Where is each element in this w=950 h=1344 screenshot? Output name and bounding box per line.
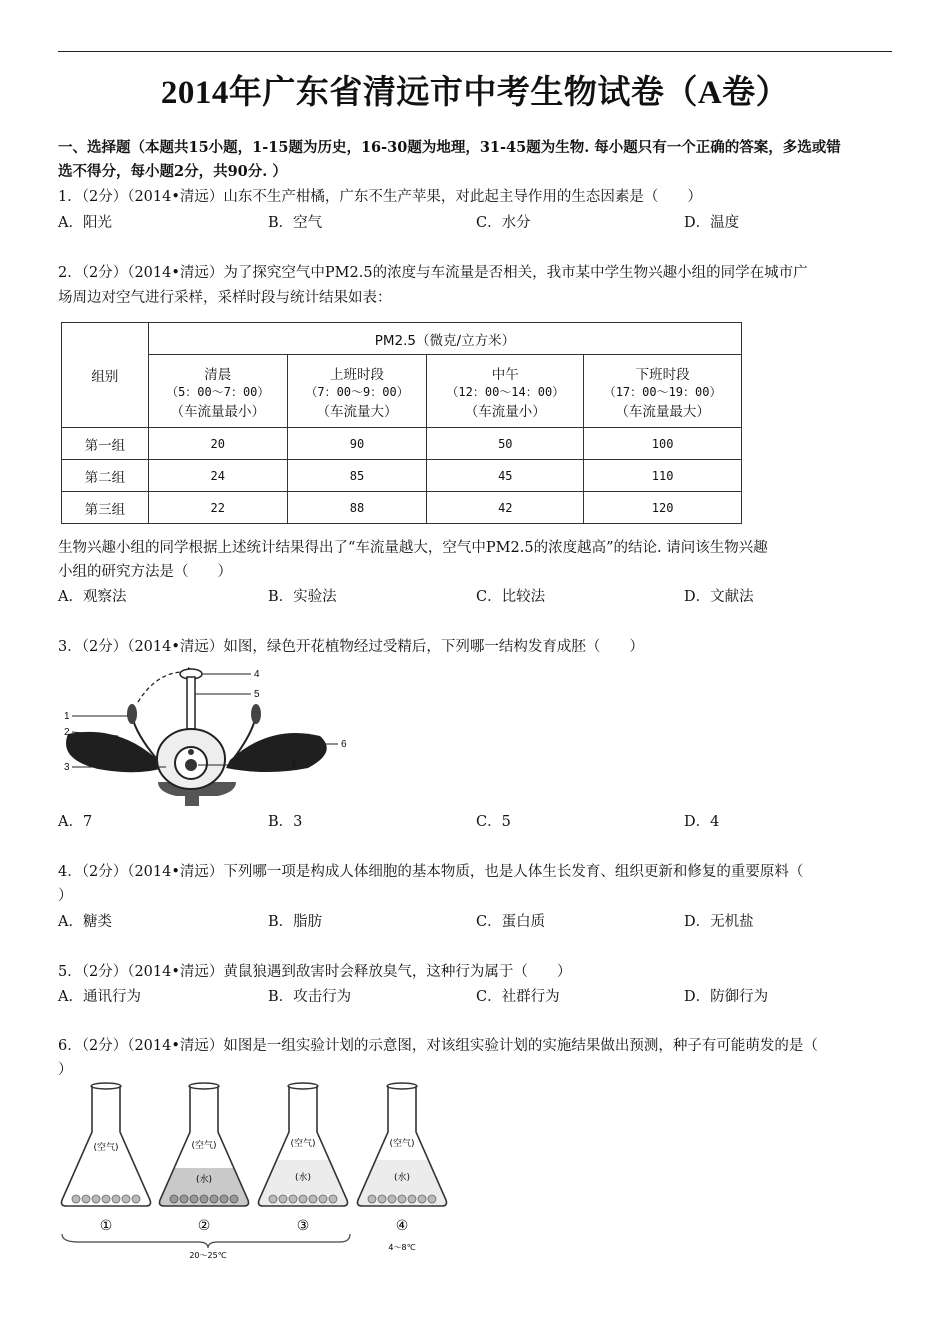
table-cell: 20 [148, 428, 287, 460]
q2-stem-line-2: 场周边对空气进行采样，采样时段与统计结果如表： [58, 290, 392, 306]
pm25-table [61, 322, 742, 524]
q2-stem-line-1: 2．（2分）（2014•清远）为了探究空气中PM2.5的浓度与车流量是否相关，我市某中学生物兴趣小组的同学在城市广 [58, 265, 808, 281]
q6-stem-line-2: ） [58, 1062, 73, 1078]
flask-3-number: ③ [296, 1218, 310, 1234]
period-time: （7：00～9：00） [305, 384, 409, 399]
table-row [62, 460, 742, 492]
anther-left [127, 704, 137, 724]
q3-option-c[interactable]: C．5 [476, 814, 511, 830]
pm-header: PM2.5（微克/立方米） [148, 323, 741, 355]
q5-option-d[interactable]: D．防御行为 [684, 989, 769, 1005]
period-name: 中午 [491, 366, 519, 383]
period-note: （车流量最小） [170, 403, 265, 420]
table-cell: 88 [287, 492, 427, 524]
group-name: 第二组 [62, 460, 149, 492]
table-row [62, 428, 742, 460]
flask-4-water-label: (水) [393, 1173, 411, 1183]
group-name: 第三组 [62, 492, 149, 524]
table-cell: 22 [148, 492, 287, 524]
q4-stem-line-2: ） [58, 888, 73, 904]
figure-label-2: 2 [64, 727, 70, 738]
table-row [62, 492, 742, 524]
polar-nucleus [188, 749, 194, 755]
q2-option-d[interactable]: D．文献法 [684, 589, 754, 605]
table-cell: 45 [427, 460, 584, 492]
q1-option-c[interactable]: C．水分 [476, 215, 531, 231]
table-cell: 85 [287, 460, 427, 492]
q5-stem: 5．（2分）（2014•清远）黄鼠狼遇到敌害时会释放臭气，这种行为属于（ ） [58, 964, 572, 980]
q3-option-a[interactable]: A．7 [58, 814, 93, 830]
petal-left [66, 732, 163, 772]
q2-option-b[interactable]: B．实验法 [268, 589, 337, 605]
flask-1 [62, 1083, 151, 1234]
period-note: （车流量最大） [615, 403, 710, 420]
flask-3-water-label: (水) [294, 1173, 312, 1183]
period-time: （12：00～14：00） [446, 384, 565, 399]
q2-after-line-2: 小组的研究方法是（ ） [58, 564, 232, 580]
flask-2 [160, 1083, 249, 1234]
period-note: （车流量大） [316, 403, 398, 420]
flask-4 [358, 1083, 447, 1234]
period-header [287, 355, 427, 428]
flask-2-air-label: (空气) [191, 1141, 217, 1151]
q6-stem-line-1: 6．（2分）（2014•清远）如图是一组实验计划的示意图，对该组实验计划的实施结果做出预测，种子有可能萌发的是（ [58, 1038, 818, 1054]
figure-label-6: 6 [341, 739, 347, 750]
q5-option-a[interactable]: A．通讯行为 [58, 989, 141, 1005]
flask-4-number: ④ [395, 1218, 409, 1234]
figure-label-3: 3 [64, 762, 70, 773]
q5-option-b[interactable]: B．攻击行为 [268, 989, 352, 1005]
q1-option-a[interactable]: A．阳光 [58, 215, 112, 231]
anther-right [251, 704, 261, 724]
group-header: 组别 [62, 323, 149, 428]
seed-germination-diagram [58, 1082, 468, 1262]
temp-label-left: 20～25℃ [189, 1251, 227, 1260]
table-cell: 100 [584, 428, 742, 460]
top-rule [58, 51, 892, 52]
period-header [148, 355, 287, 428]
period-time: （5：00～7：00） [166, 384, 270, 399]
stem [185, 788, 199, 806]
table-cell: 42 [427, 492, 584, 524]
temp-label-right: 4～8℃ [388, 1243, 416, 1252]
table-cell: 50 [427, 428, 584, 460]
q1-stem: 1．（2分）（2014•清远）山东不生产柑橘，广东不生产苹果，对此起主导作用的生态因素是（ ） [58, 189, 702, 205]
petal-right [226, 733, 327, 772]
period-header [427, 355, 584, 428]
flask-2-water-label: (水) [195, 1175, 213, 1185]
q1-option-b[interactable]: B．空气 [268, 215, 323, 231]
q3-stem: 3．（2分）（2014•清远）如图，绿色开花植物经过受精后，下列哪一结构发育成胚（ ） [58, 639, 644, 655]
q1-option-d[interactable]: D．温度 [684, 215, 740, 231]
flask-1-number: ① [99, 1218, 113, 1234]
flask-4-air-label: (空气) [389, 1139, 415, 1149]
q4-option-c[interactable]: C．蛋白质 [476, 914, 546, 930]
table-cell: 120 [584, 492, 742, 524]
temperature-brace [62, 1234, 350, 1248]
period-note: （车流量小） [464, 403, 546, 420]
figure-label-7: 7 [291, 760, 297, 771]
table-cell: 24 [148, 460, 287, 492]
table-cell: 90 [287, 428, 427, 460]
table-cell: 110 [584, 460, 742, 492]
figure-label-5: 5 [254, 689, 260, 700]
q3-option-d[interactable]: D．4 [684, 814, 720, 830]
q3-option-b[interactable]: B．3 [268, 814, 303, 830]
page-title: 2014年广东省清远市中考生物试卷（A卷） [160, 75, 790, 111]
q2-after-line-1: 生物兴趣小组的同学根据上述统计结果得出了“车流量越大，空气中PM2.5的浓度越高”的结论. 请问该生物兴趣 [58, 540, 768, 556]
section-heading-line-2: 选不得分，每小题2分，共90分. ） [58, 163, 287, 180]
q2-option-a[interactable]: A．观察法 [58, 589, 127, 605]
section-heading-line-1: 一、选择题（本题共15小题，1-15题为历史，16-30题为地理，31-45题为生物. 每小题只有一个正确的答案，多选或错 [58, 139, 841, 156]
egg-cell [185, 759, 197, 771]
flower-diagram [58, 664, 358, 806]
q2-option-c[interactable]: C．比较法 [476, 589, 546, 605]
flask-1-air-label: (空气) [93, 1143, 119, 1153]
period-name: 下班时段 [635, 366, 690, 383]
q5-option-c[interactable]: C．社群行为 [476, 989, 560, 1005]
flask-3 [259, 1083, 348, 1234]
figure-label-4: 4 [254, 669, 260, 680]
flask-3-air-label: (空气) [290, 1139, 316, 1149]
group-name: 第一组 [62, 428, 149, 460]
period-header [584, 355, 742, 428]
q4-option-a[interactable]: A．糖类 [58, 914, 112, 930]
period-name: 上班时段 [330, 366, 385, 383]
period-name: 清晨 [204, 366, 232, 383]
figure-label-1: 1 [64, 711, 70, 722]
period-time: （17：00～19：00） [603, 384, 722, 399]
q4-option-b[interactable]: B．脂肪 [268, 914, 323, 930]
q4-stem-line-1: 4．（2分）（2014•清远）下列哪一项是构成人体细胞的基本物质，也是人体生长发育、组织更新和修复的重要原料（ [58, 864, 804, 880]
flask-2-number: ② [197, 1218, 211, 1234]
q4-option-d[interactable]: D．无机盐 [684, 914, 754, 930]
